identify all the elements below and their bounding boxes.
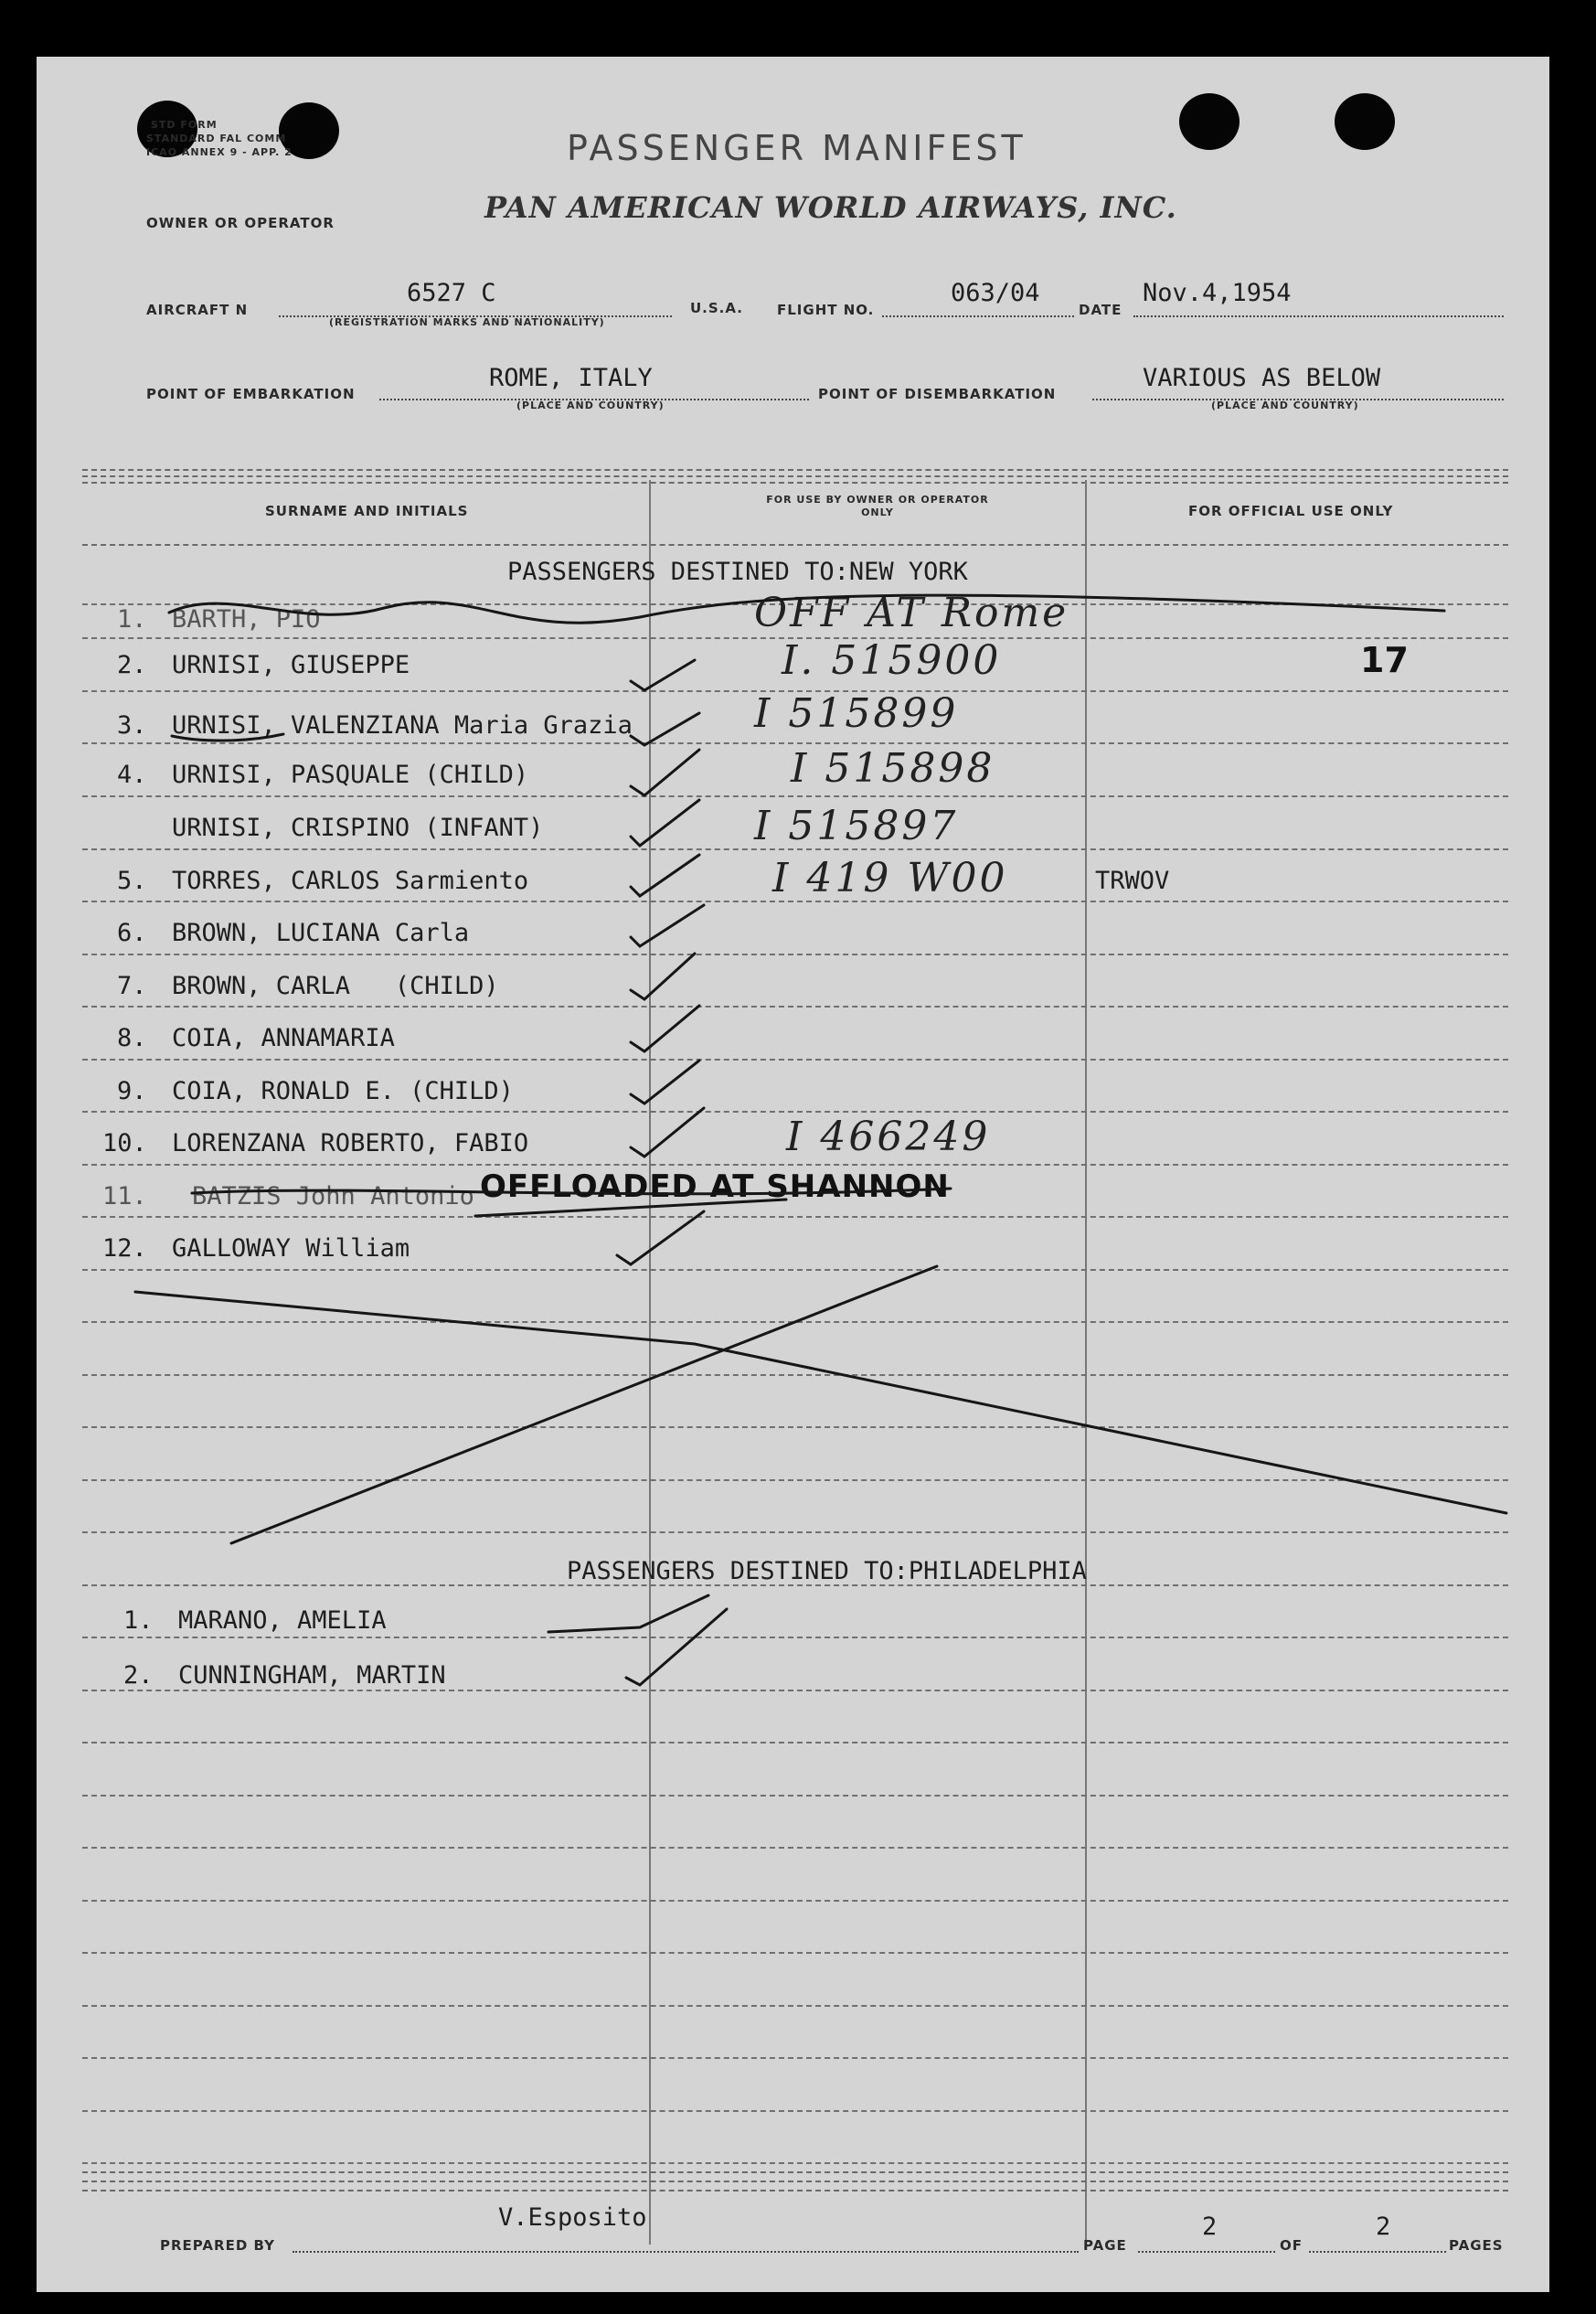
handwritten-id: I 515898 [791, 745, 995, 792]
passenger-name: LORENZANA ROBERTO, FABIO [172, 1129, 529, 1157]
row-number: 9. [117, 1077, 147, 1105]
official-count: 17 [1360, 640, 1409, 680]
passenger-name: URNISI, PASQUALE (CHILD) [172, 761, 529, 789]
row-number: 4. [117, 761, 147, 789]
row-number: 1. [117, 605, 147, 634]
embarkation-label: POINT OF EMBARKATION [146, 386, 356, 402]
operator-name: PAN AMERICAN WORLD AIRWAYS, INC. [484, 190, 1177, 225]
handwritten-note-off-at-rome: OFF AT Rome [754, 590, 1069, 636]
column-header-official-use: FOR OFFICIAL USE ONLY [1188, 503, 1394, 519]
aircraft-label: AIRCRAFT N [146, 302, 249, 318]
passenger-name: CUNNINGHAM, MARTIN [178, 1661, 446, 1690]
check-mark [631, 1061, 699, 1104]
row-number: 1. [123, 1606, 154, 1635]
disembarkation-place: VARIOUS AS BELOW [1143, 364, 1381, 392]
strike-through-row-1 [169, 595, 1444, 623]
passenger-name: BROWN, CARLA (CHILD) [172, 972, 499, 1000]
aircraft-sublabel: (REGISTRATION MARKS AND NATIONALITY) [329, 316, 605, 328]
check-mark [548, 1595, 708, 1632]
page-label: PAGE [1083, 2237, 1127, 2254]
check-mark [631, 1006, 699, 1051]
column-header-surname: SURNAME AND INITIALS [265, 503, 469, 519]
flight-number: 063/04 [951, 279, 1040, 307]
cancel-cross-line-1 [135, 1292, 1506, 1513]
flight-date: Nov.4,1954 [1143, 279, 1292, 307]
section-heading-new-york: PASSENGERS DESTINED TO:NEW YORK [507, 558, 968, 586]
handwritten-id: I 515899 [754, 690, 959, 737]
strike-through-row-11 [192, 1189, 951, 1194]
check-mark [631, 750, 699, 795]
flight-number-label: FLIGHT NO. [777, 302, 875, 318]
total-pages: 2 [1376, 2213, 1391, 2241]
prepared-by-label: PREPARED BY [160, 2237, 275, 2254]
owner-operator-label: OWNER OR OPERATOR [146, 215, 335, 231]
pages-label: PAGES [1449, 2237, 1504, 2254]
disembarkation-sublabel: (PLACE AND COUNTRY) [1211, 400, 1359, 411]
row-number: 2. [117, 651, 147, 679]
date-label: DATE [1079, 302, 1123, 318]
row-number: 10. [102, 1129, 147, 1157]
of-label: OF [1280, 2237, 1303, 2254]
check-mark [631, 855, 699, 896]
check-mark [631, 954, 695, 999]
handwritten-id: I. 515900 [782, 637, 1002, 684]
check-mark [631, 660, 695, 690]
passenger-name: COIA, ANNAMARIA [172, 1024, 395, 1052]
check-mark [631, 800, 699, 846]
row-number: 12. [102, 1234, 147, 1263]
passenger-name: URNISI, GIUSEPPE [172, 651, 410, 679]
passenger-name: BARTH, PIO [172, 605, 321, 634]
handwritten-id: I 515897 [754, 803, 959, 849]
check-mark [631, 713, 699, 745]
check-mark [626, 1609, 727, 1685]
offloaded-stamp-underline [475, 1200, 786, 1216]
row-number: 11. [102, 1182, 147, 1210]
embarkation-place: ROME, ITALY [489, 364, 653, 392]
page-number: 2 [1202, 2213, 1218, 2241]
row-number: 3. [117, 711, 147, 740]
passenger-name: GALLOWAY William [172, 1234, 410, 1263]
offloaded-stamp: OFFLOADED AT SHANNON [480, 1168, 950, 1205]
page-title: PASSENGER MANIFEST [567, 128, 1027, 168]
cancel-cross-line-2 [231, 1266, 937, 1543]
nationality-label: U.S.A. [690, 300, 743, 316]
handwritten-id: I 419 W00 [772, 855, 1008, 901]
passenger-name: URNISI, VALENZIANA Maria Grazia [172, 711, 633, 740]
official-code: TRWOV [1095, 867, 1170, 895]
row-number: 5. [117, 867, 147, 895]
row-number: 8. [117, 1024, 147, 1052]
section-heading-philadelphia: PASSENGERS DESTINED TO:PHILADELPHIA [567, 1557, 1087, 1585]
passenger-name: BROWN, LUCIANA Carla [172, 919, 470, 947]
handwritten-id: I 466249 [786, 1114, 991, 1160]
form-id-line-2: STANDARD FAL COMM [146, 133, 287, 144]
check-mark [631, 905, 704, 946]
column-header-owner-use: FOR USE BY OWNER OR OPERATOR ONLY [766, 494, 989, 518]
row-number: 7. [117, 972, 147, 1000]
check-mark [617, 1211, 704, 1264]
passenger-name: URNISI, CRISPINO (INFANT) [172, 814, 544, 842]
aircraft-registration: 6527 C [407, 279, 496, 307]
form-id-line-3: ICAO ANNEX 9 - APP. 2 [146, 146, 293, 158]
row-number: 6. [117, 919, 147, 947]
form-id-line-1: STD FORM [151, 119, 218, 131]
check-mark [631, 1108, 704, 1157]
prepared-by-name: V.Esposito [498, 2203, 647, 2232]
passenger-name: COIA, RONALD E. (CHILD) [172, 1077, 514, 1105]
disembarkation-label: POINT OF DISEMBARKATION [818, 386, 1057, 402]
urnisi-underline [172, 734, 283, 741]
passenger-name: TORRES, CARLOS Sarmiento [172, 867, 529, 895]
passenger-name: BATZIS John Antonio [192, 1182, 474, 1210]
embarkation-sublabel: (PLACE AND COUNTRY) [516, 400, 665, 411]
passenger-name: MARANO, AMELIA [178, 1606, 387, 1635]
row-number: 2. [123, 1661, 154, 1690]
